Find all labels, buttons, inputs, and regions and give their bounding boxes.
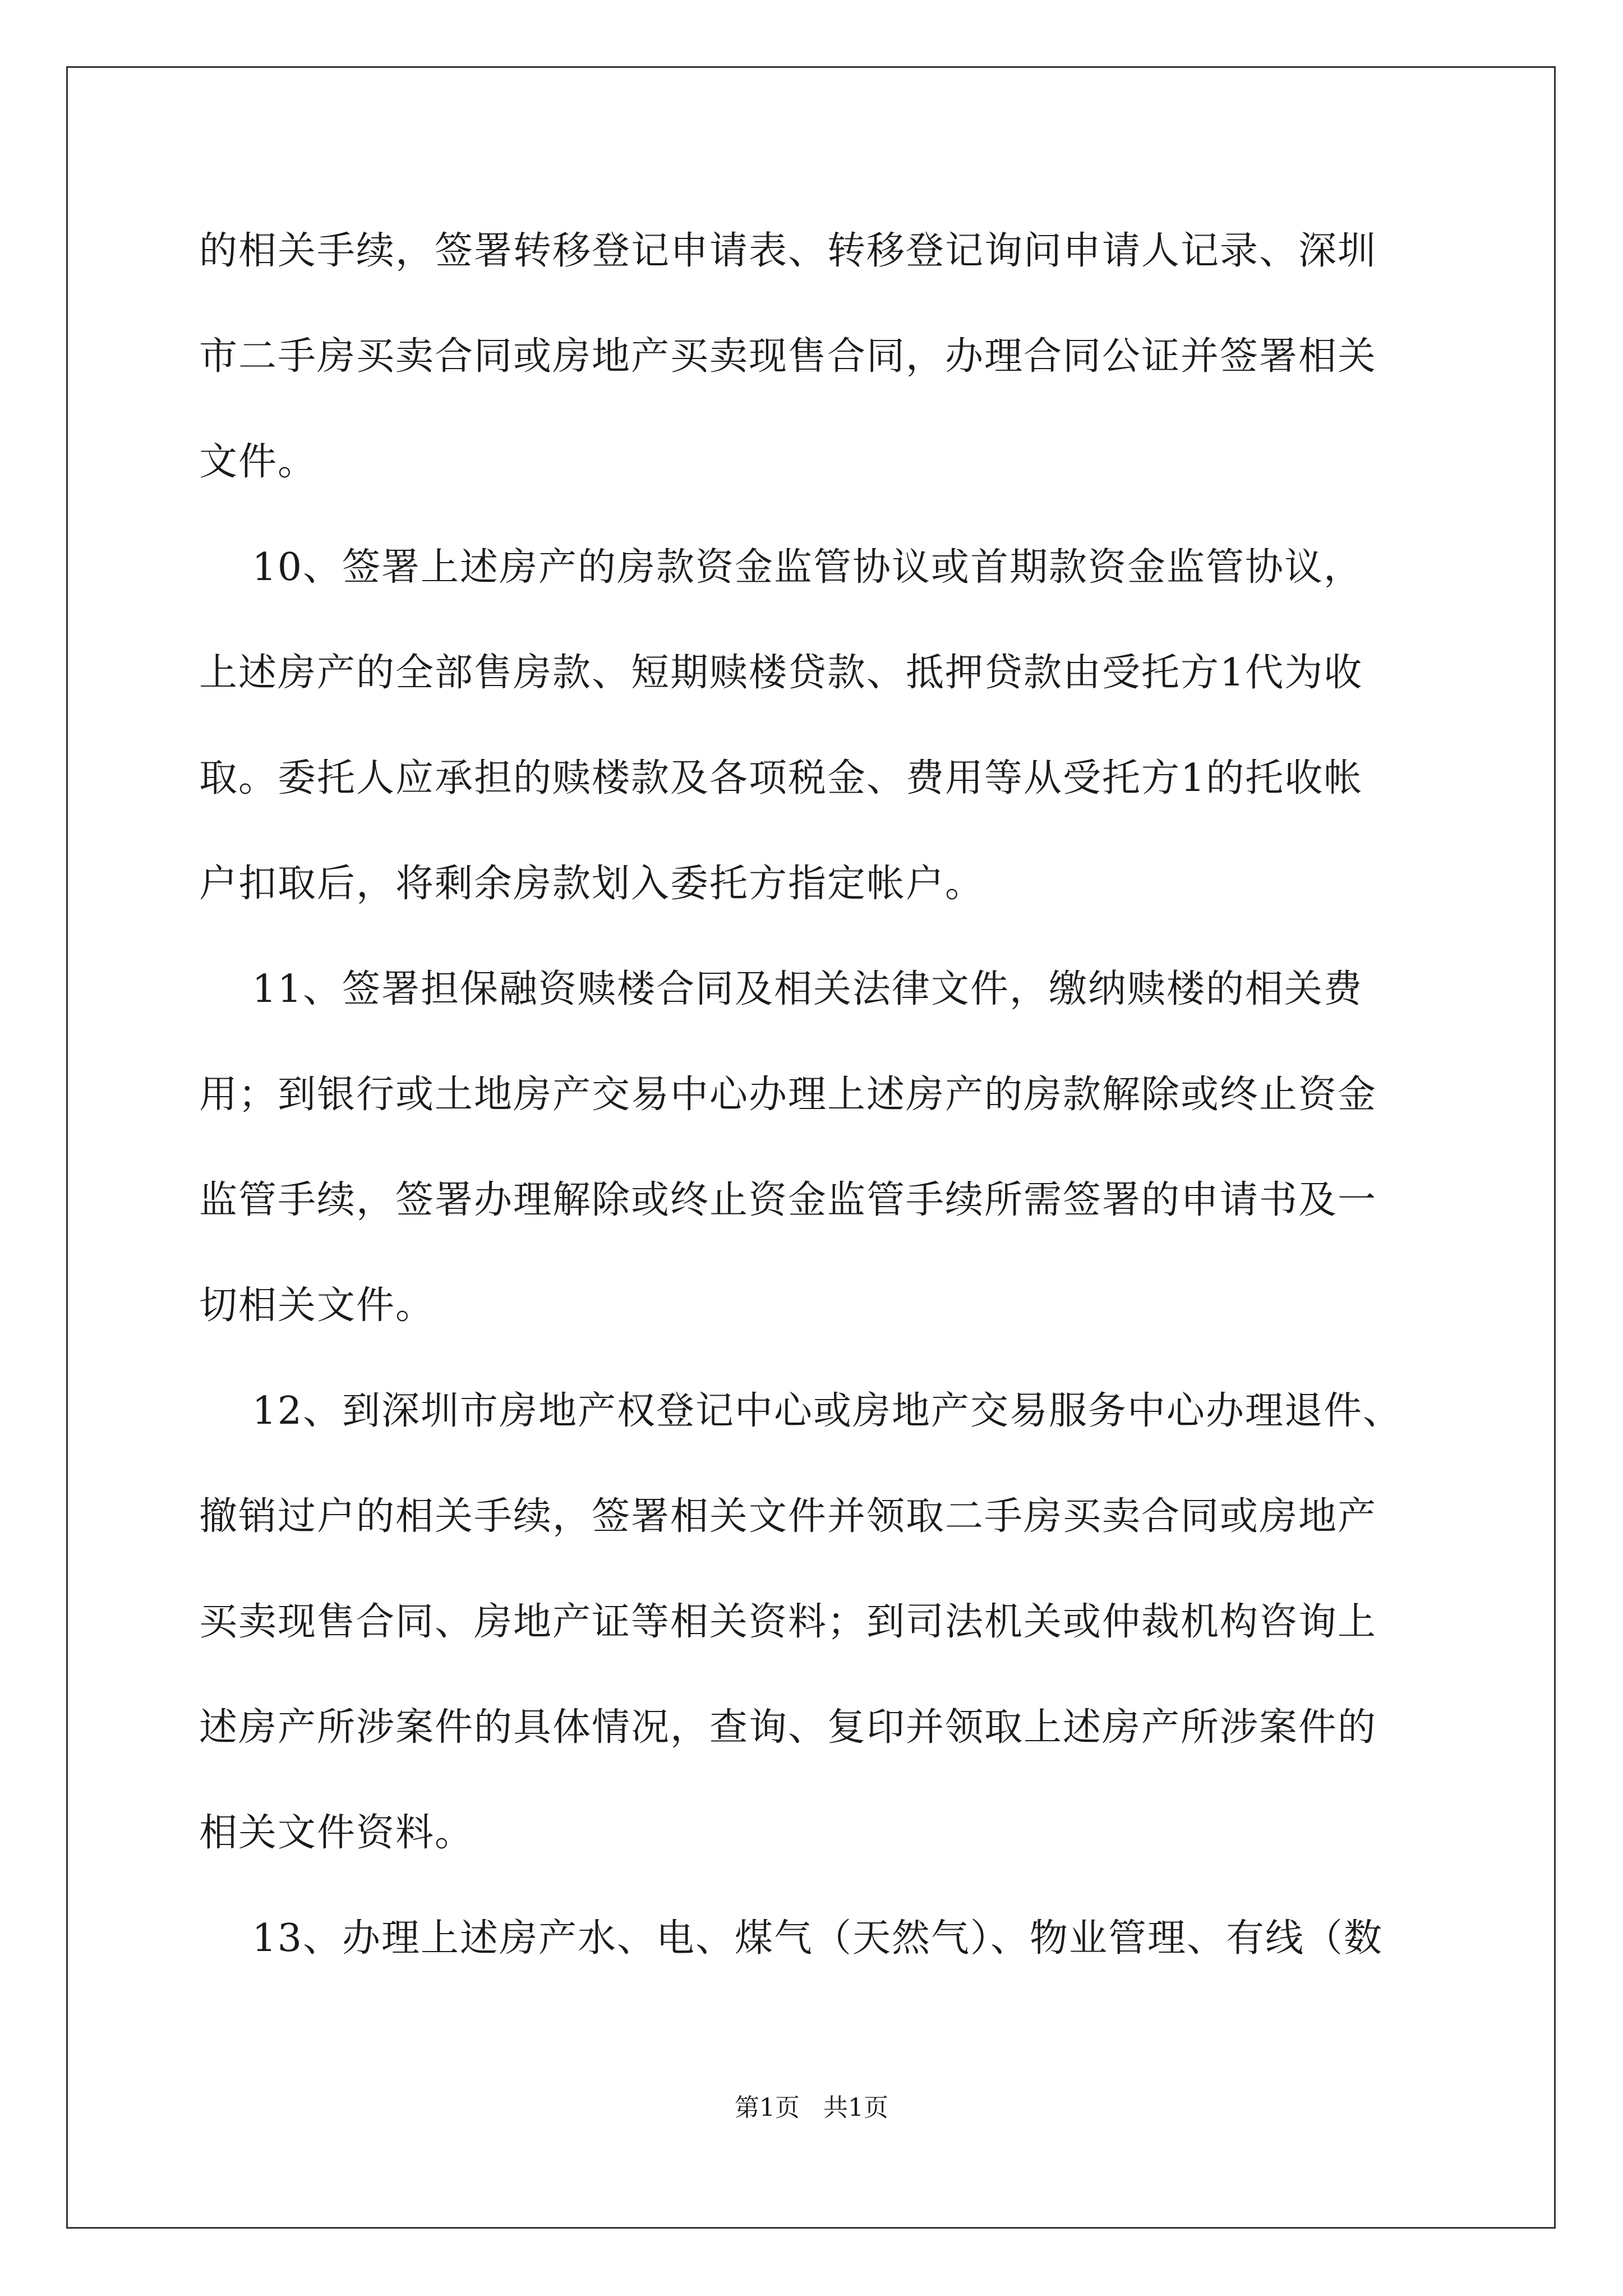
text-line: 用；到银行或土地房产交易中心办理上述房产的房款解除或终止资金 <box>199 1073 1377 1117</box>
text-line: 11、签署担保融资赎楼合同及相关法律文件，缴纳赎楼的相关费 <box>199 967 1363 1011</box>
text-line: 述房产所涉案件的具体情况，查询、复印并领取上述房产所涉案件的 <box>199 1705 1377 1750</box>
text-line: 切相关文件。 <box>199 1283 435 1328</box>
text-line: 买卖现售合同、房地产证等相关资料；到司法机关或仲裁机构咨询上 <box>199 1600 1377 1644</box>
text-line: 撤销过户的相关手续，签署相关文件并领取二手房买卖合同或房地产 <box>199 1494 1377 1539</box>
text-line: 市二手房买卖合同或房地产买卖现售合同，办理合同公证并签署相关 <box>199 334 1377 379</box>
document-body <box>199 218 1461 2010</box>
text-line: 相关文件资料。 <box>199 1811 474 1855</box>
text-line: 监管手续，签署办理解除或终止资金监管手续所需签署的申请书及一 <box>199 1178 1377 1222</box>
text-line: 取。委托人应承担的赎楼款及各项税金、费用等从受托方1的托收帐 <box>199 756 1363 800</box>
text-line: 12、到深圳市房地产权登记中心或房地产交易服务中心办理退件、 <box>199 1389 1402 1433</box>
page-number-footer: 第1页 共1页 <box>735 2093 888 2122</box>
text-line: 的相关手续，签署转移登记申请表、转移登记询问申请人记录、深圳 <box>199 229 1377 273</box>
text-line: 10、签署上述房产的房款资金监管协议或首期款资金监管协议， <box>199 545 1363 590</box>
text-line: 户扣取后，将剩余房款划入委托方指定帐户。 <box>199 862 985 906</box>
text-line: 文件。 <box>199 440 317 484</box>
text-line: 上述房产的全部售房款、短期赎楼贷款、抵押贷款由受托方1代为收 <box>199 651 1363 695</box>
text-line: 13、办理上述房产水、电、煤气（天然气）、物业管理、有线（数 <box>199 1916 1383 1961</box>
